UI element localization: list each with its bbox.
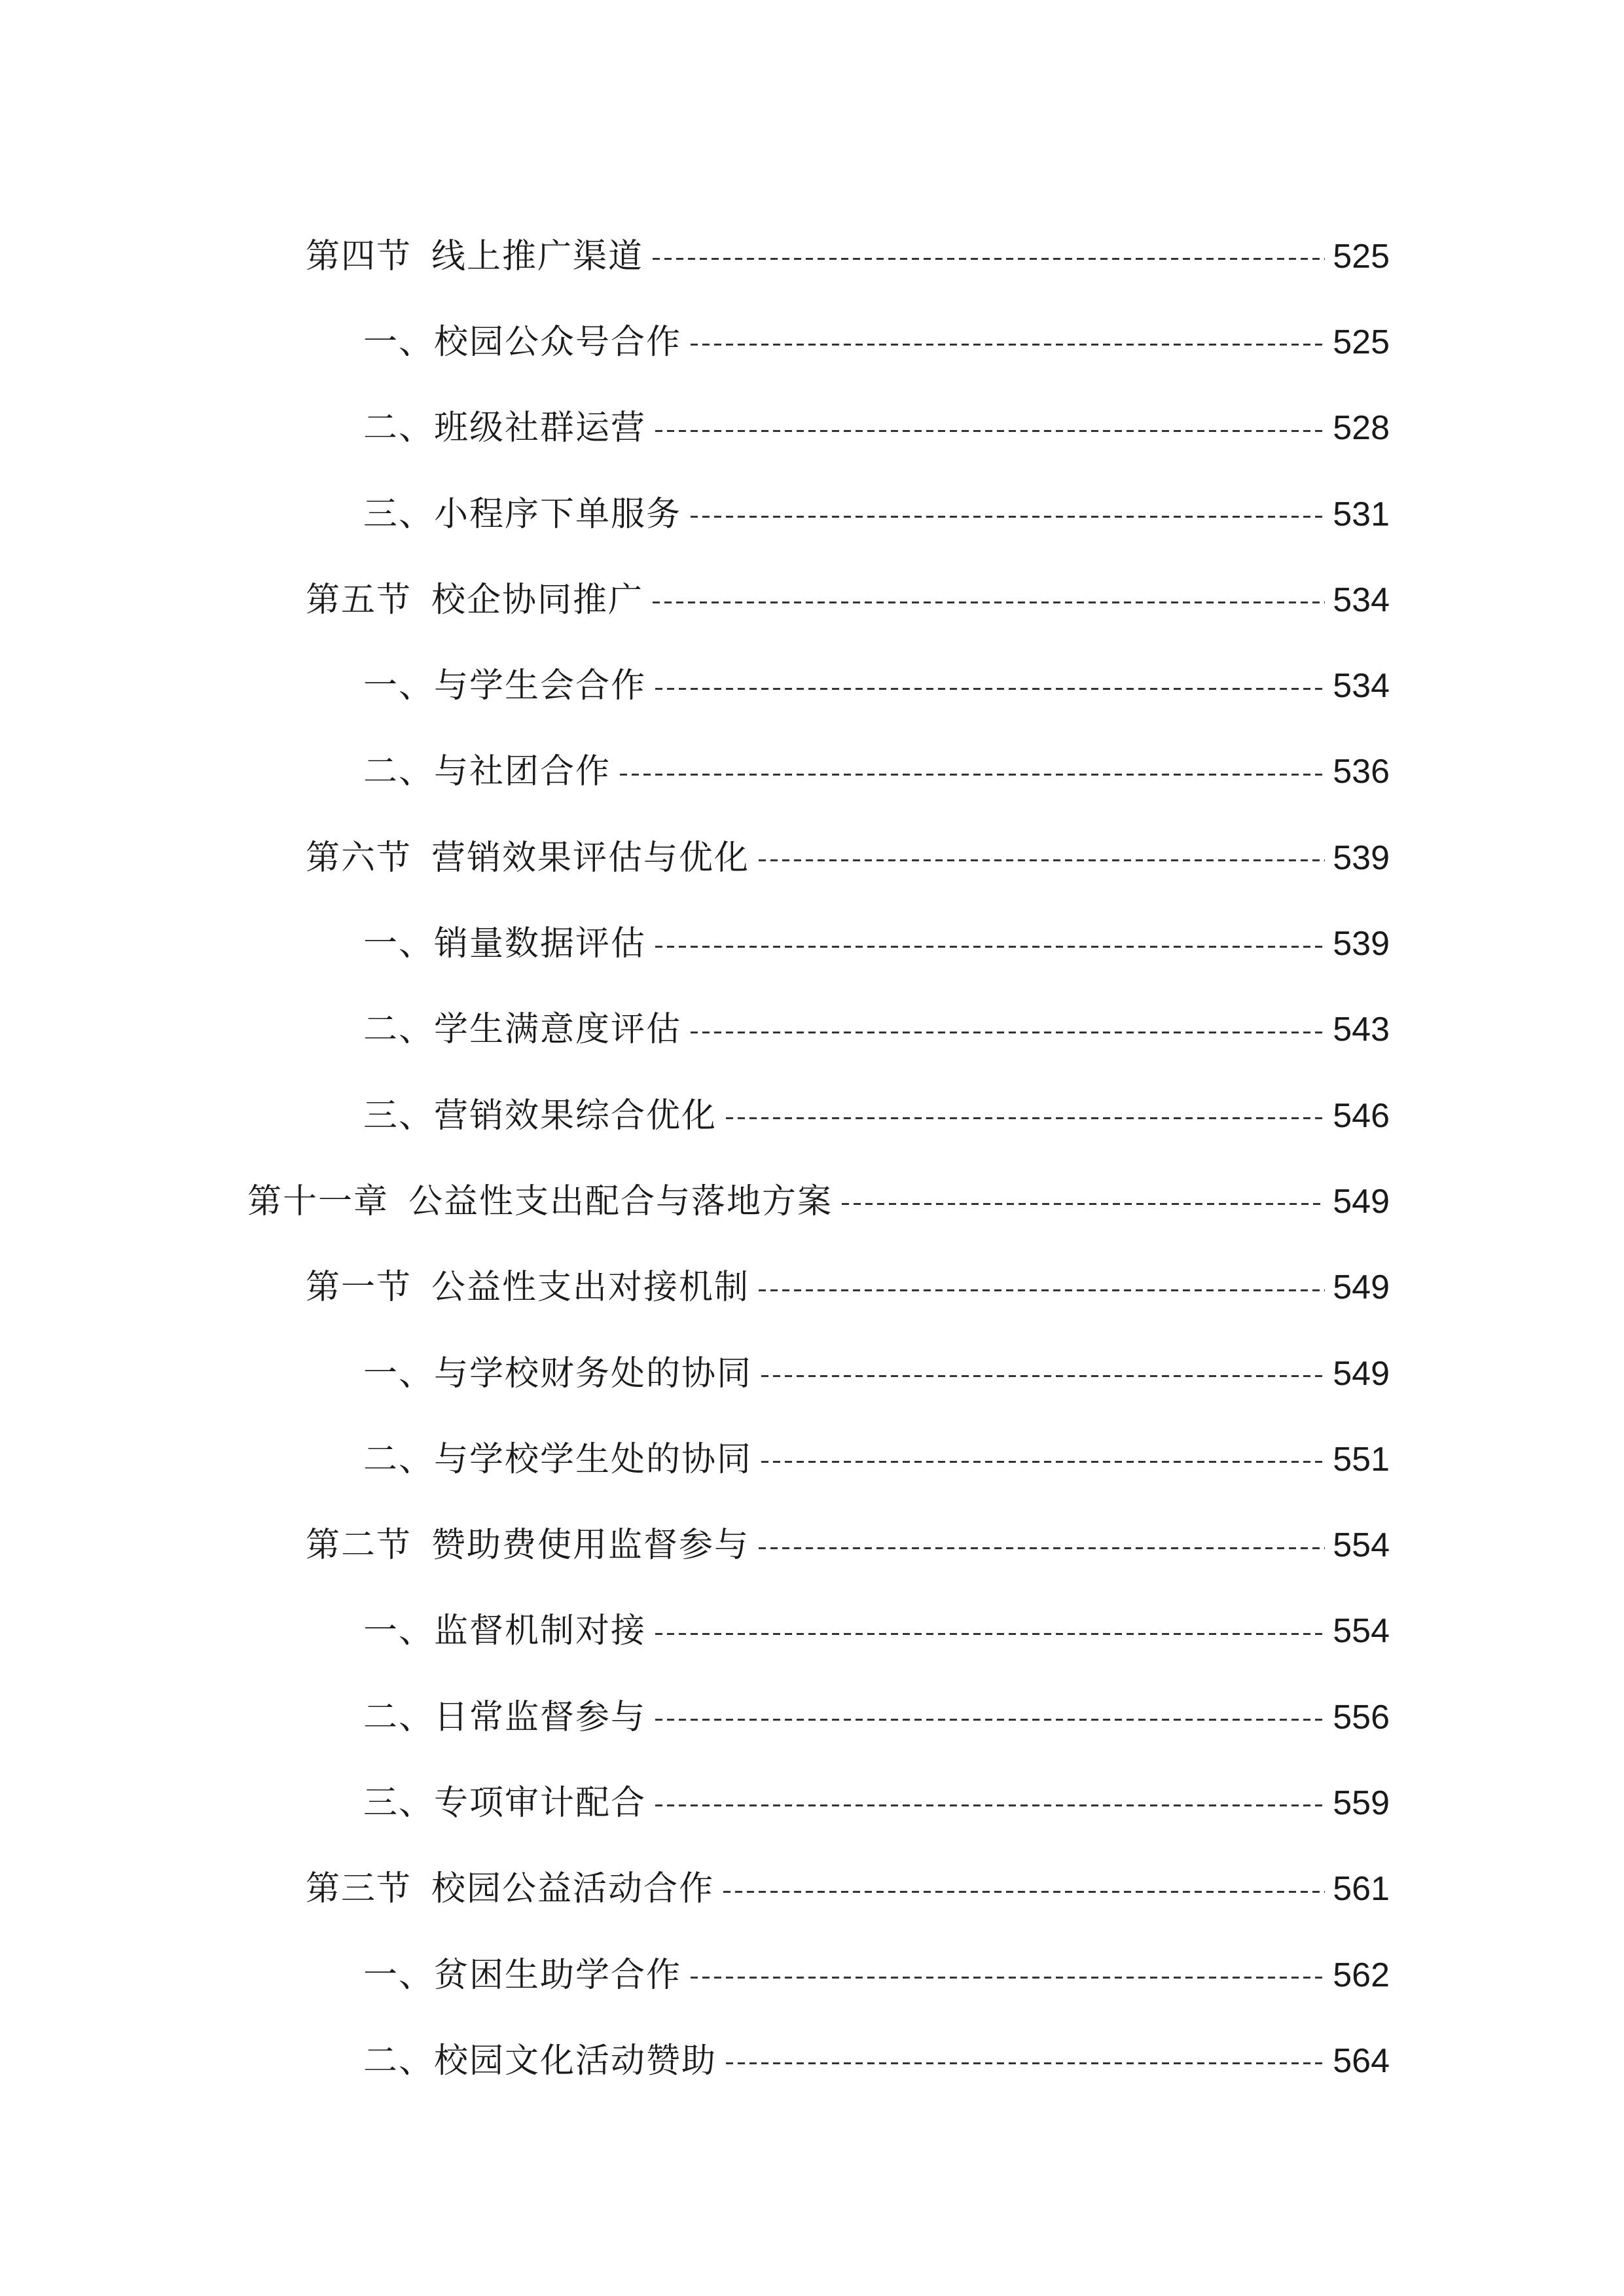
toc-entry-title xyxy=(306,1526,750,1566)
dot-leader xyxy=(655,429,1325,432)
toc-entry-number: 二、 xyxy=(363,2041,435,2081)
toc-entry-number: 一、 xyxy=(363,1955,435,1995)
dot-leader xyxy=(723,1890,1325,1893)
toc-entry[interactable] xyxy=(0,729,1624,815)
toc-entry-title xyxy=(363,1783,647,1823)
dot-leader xyxy=(653,258,1325,260)
toc-entry[interactable] xyxy=(0,1158,1624,1244)
toc-entry-text: 学生满意度评估 xyxy=(434,1010,682,1050)
toc-entry-number: 一、 xyxy=(363,924,435,964)
toc-page-number: 525 xyxy=(1333,323,1390,361)
dot-leader xyxy=(653,601,1325,604)
toc-entry-number: 三、 xyxy=(363,494,435,534)
toc-entry-number: 三、 xyxy=(363,1783,435,1823)
toc-page-number: 556 xyxy=(1333,1698,1390,1736)
dot-leader xyxy=(842,1203,1325,1206)
toc-entry-text: 校园文化活动赞助 xyxy=(434,2041,717,2081)
dot-leader xyxy=(655,687,1325,690)
toc-entry-title xyxy=(363,322,682,362)
toc-page-number: 546 xyxy=(1333,1096,1390,1135)
toc-page-number: 525 xyxy=(1333,237,1390,276)
toc-entry-text: 营销效果综合优化 xyxy=(434,1096,717,1136)
dot-leader xyxy=(655,1719,1325,1721)
dot-leader xyxy=(759,1289,1325,1291)
toc-entry-title xyxy=(363,408,647,448)
toc-entry-title xyxy=(247,1181,833,1221)
toc-entry-text: 与学校学生处的协同 xyxy=(434,1439,753,1479)
toc-entry-title xyxy=(363,666,647,706)
toc-entry[interactable] xyxy=(0,987,1624,1073)
toc-entry[interactable] xyxy=(0,1760,1624,1846)
toc-page-number: 554 xyxy=(1333,1526,1390,1565)
toc-entry-number: 第六节 xyxy=(306,838,412,878)
toc-entry-number: 二、 xyxy=(363,408,435,448)
toc-entry-number: 二、 xyxy=(363,1439,435,1479)
toc-entry-title xyxy=(306,1869,715,1909)
dot-leader xyxy=(726,2062,1325,2065)
toc-entry-number: 第五节 xyxy=(306,580,412,620)
toc-entry-number: 二、 xyxy=(363,752,435,792)
toc-entry-text: 与学生会合作 xyxy=(434,666,647,706)
toc-entry-title xyxy=(363,1354,753,1393)
toc-entry-title xyxy=(363,1096,717,1136)
dot-leader xyxy=(761,1461,1325,1463)
toc-entry-text: 班级社群运营 xyxy=(434,408,647,448)
toc-page-number: 549 xyxy=(1333,1268,1390,1307)
dot-leader xyxy=(759,1547,1325,1549)
toc-page-number: 534 xyxy=(1333,581,1390,619)
table-of-contents xyxy=(0,213,1624,2104)
toc-page-number: 551 xyxy=(1333,1440,1390,1479)
dot-leader xyxy=(655,945,1325,948)
toc-entry[interactable] xyxy=(0,1331,1624,1416)
toc-entry[interactable] xyxy=(0,815,1624,901)
toc-entry[interactable] xyxy=(0,901,1624,986)
toc-entry-text: 营销效果评估与优化 xyxy=(431,838,750,878)
toc-entry-number: 一、 xyxy=(363,322,435,362)
toc-page-number: 561 xyxy=(1333,1870,1390,1909)
toc-entry-number: 一、 xyxy=(363,1611,435,1651)
toc-page-number: 531 xyxy=(1333,495,1390,533)
toc-entry-text: 小程序下单服务 xyxy=(434,494,682,534)
toc-entry[interactable] xyxy=(0,299,1624,385)
toc-entry-text: 校园公益活动合作 xyxy=(431,1869,715,1909)
toc-entry-number: 第二节 xyxy=(306,1526,412,1566)
toc-entry-text: 与社团合作 xyxy=(434,752,611,792)
toc-entry-title xyxy=(363,1439,753,1479)
toc-entry-number: 第四节 xyxy=(306,236,412,276)
toc-entry-number: 第十一章 xyxy=(247,1181,389,1221)
toc-page-number: 528 xyxy=(1333,409,1390,448)
toc-entry-title xyxy=(306,838,750,878)
toc-entry-text: 贫困生助学合作 xyxy=(434,1955,682,1995)
toc-entry-number: 一、 xyxy=(363,1354,435,1393)
toc-entry[interactable] xyxy=(0,386,1624,471)
dot-leader xyxy=(726,1117,1325,1120)
toc-entry[interactable] xyxy=(0,1416,1624,1502)
toc-entry-title xyxy=(306,236,644,276)
toc-entry[interactable] xyxy=(0,213,1624,299)
toc-entry-title xyxy=(363,924,647,964)
dot-leader xyxy=(691,1977,1325,1979)
dot-leader xyxy=(655,1632,1325,1635)
toc-entry-number: 二、 xyxy=(363,1010,435,1050)
toc-entry[interactable] xyxy=(0,471,1624,557)
toc-entry-text: 与学校财务处的协同 xyxy=(434,1354,753,1393)
toc-entry-number: 三、 xyxy=(363,1096,435,1136)
toc-page-number: 536 xyxy=(1333,753,1390,791)
toc-entry-title xyxy=(363,1611,647,1651)
toc-entry[interactable] xyxy=(0,643,1624,728)
toc-entry-text: 监督机制对接 xyxy=(434,1611,647,1651)
toc-entry-title xyxy=(363,1697,647,1737)
toc-entry-title xyxy=(306,1268,750,1308)
toc-entry-text: 公益性支出配合与落地方案 xyxy=(408,1181,833,1221)
toc-entry-title xyxy=(363,2041,717,2081)
toc-entry[interactable] xyxy=(0,557,1624,643)
toc-page-number: 543 xyxy=(1333,1011,1390,1049)
dot-leader xyxy=(620,773,1325,776)
toc-page-number: 564 xyxy=(1333,2041,1390,2080)
toc-entry-text: 销量数据评估 xyxy=(434,924,647,964)
toc-entry-text: 校企协同推广 xyxy=(431,580,644,620)
toc-entry-number: 一、 xyxy=(363,666,435,706)
toc-entry[interactable] xyxy=(0,1674,1624,1760)
dot-leader xyxy=(761,1375,1325,1378)
toc-entry-text: 线上推广渠道 xyxy=(431,236,644,276)
toc-entry-number: 第一节 xyxy=(306,1268,412,1308)
toc-entry[interactable] xyxy=(0,2018,1624,2104)
dot-leader xyxy=(691,516,1325,518)
toc-page-number: 549 xyxy=(1333,1354,1390,1393)
toc-entry-title xyxy=(363,1955,682,1995)
toc-page-number: 539 xyxy=(1333,925,1390,963)
toc-entry-text: 赞助费使用监督参与 xyxy=(431,1526,750,1566)
toc-entry-number: 二、 xyxy=(363,1697,435,1737)
toc-page-number: 539 xyxy=(1333,838,1390,877)
toc-entry-title xyxy=(306,580,644,620)
toc-page-number: 554 xyxy=(1333,1612,1390,1651)
toc-entry-title xyxy=(363,494,682,534)
toc-entry-text: 日常监督参与 xyxy=(434,1697,647,1737)
dot-leader xyxy=(759,859,1325,862)
toc-page-number: 534 xyxy=(1333,667,1390,706)
dot-leader xyxy=(691,1031,1325,1033)
toc-page-number: 549 xyxy=(1333,1182,1390,1221)
toc-entry[interactable] xyxy=(0,1932,1624,2018)
toc-entry[interactable] xyxy=(0,1073,1624,1158)
toc-entry[interactable] xyxy=(0,1245,1624,1331)
toc-page-number: 559 xyxy=(1333,1784,1390,1822)
dot-leader xyxy=(655,1804,1325,1807)
toc-entry[interactable] xyxy=(0,1588,1624,1674)
dot-leader xyxy=(691,344,1325,346)
toc-entry[interactable] xyxy=(0,1846,1624,1932)
toc-entry-text: 公益性支出对接机制 xyxy=(431,1268,750,1308)
toc-entry[interactable] xyxy=(0,1502,1624,1588)
toc-entry-number: 第三节 xyxy=(306,1869,412,1909)
toc-entry-title xyxy=(363,752,611,792)
toc-entry-text: 校园公众号合作 xyxy=(434,322,682,362)
toc-entry-text: 专项审计配合 xyxy=(434,1783,647,1823)
toc-entry-title xyxy=(363,1010,682,1050)
toc-page-number: 562 xyxy=(1333,1956,1390,1994)
